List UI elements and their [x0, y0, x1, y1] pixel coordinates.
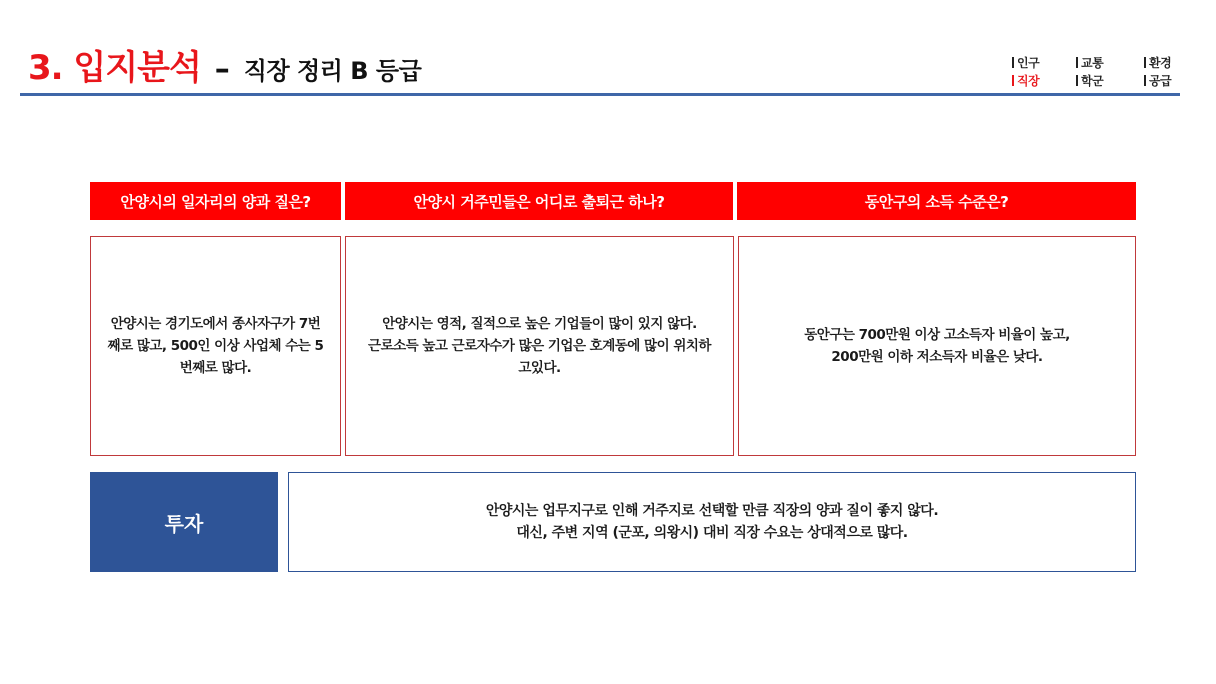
section-nav: [1012, 54, 1182, 90]
nav-bar-icon: [1012, 57, 1014, 68]
answer-box-income: [738, 236, 1136, 456]
answer-line: 안양시는 영적, 질적으로 높은 기업들이 많이 있지 않다.: [382, 316, 697, 332]
nav-bar-icon: [1076, 57, 1078, 68]
investment-label: 투자: [90, 472, 278, 572]
answer-line: 고있다.: [518, 360, 561, 376]
answer-box-jobs: [90, 236, 341, 456]
question-header-income: 동안구의 소득 수준은?: [737, 182, 1136, 220]
question-header-jobs: 안양시의 일자리의 양과 질은?: [90, 182, 341, 220]
nav-item-population[interactable]: 인구: [1012, 54, 1039, 71]
question-header-commute: 안양시 거주민들은 어디로 출퇴근 하나?: [345, 182, 733, 220]
nav-item-transport[interactable]: 교통: [1076, 54, 1103, 71]
summary-line: 대신, 주변 지역 (군포, 의왕시) 대비 직장 수요는 상대적으로 많다.: [516, 525, 908, 541]
page-subtitle: 직장 정리 B 등급: [243, 57, 422, 85]
nav-bar-icon: [1012, 75, 1014, 86]
answer-line: 동안구는 700만원 이상 고소득자 비율이 높고,: [804, 327, 1070, 343]
page-title: [28, 40, 421, 90]
nav-item-jobs[interactable]: 직장: [1012, 72, 1039, 89]
nav-bar-icon: [1144, 75, 1146, 86]
section-title: 3. 입지분석: [28, 48, 201, 88]
answer-line: 번째로 많다.: [179, 360, 252, 376]
nav-bar-icon: [1076, 75, 1078, 86]
title-divider: [20, 93, 1180, 96]
nav-bar-icon: [1144, 57, 1146, 68]
summary-line: 안양시는 업무지구로 인해 거주지로 선택할 만큼 직장의 양과 질이 좋지 않다.: [485, 503, 939, 519]
nav-item-environment[interactable]: 환경: [1144, 54, 1171, 71]
nav-item-supply[interactable]: 공급: [1144, 72, 1171, 89]
answer-box-commute: [345, 236, 734, 456]
answer-line: 째로 많고, 500인 이상 사업체 수는 5: [107, 338, 324, 354]
answer-line: 200만원 이하 저소득자 비율은 낮다.: [831, 349, 1043, 365]
answer-line: 근로소득 높고 근로자수가 많은 기업은 호계동에 많이 위치하: [368, 338, 711, 354]
nav-item-school[interactable]: 학군: [1076, 72, 1103, 89]
title-dash: –: [214, 52, 230, 87]
investment-summary: [288, 472, 1136, 572]
answer-line: 안양시는 경기도에서 종사자구가 7번: [110, 316, 321, 332]
